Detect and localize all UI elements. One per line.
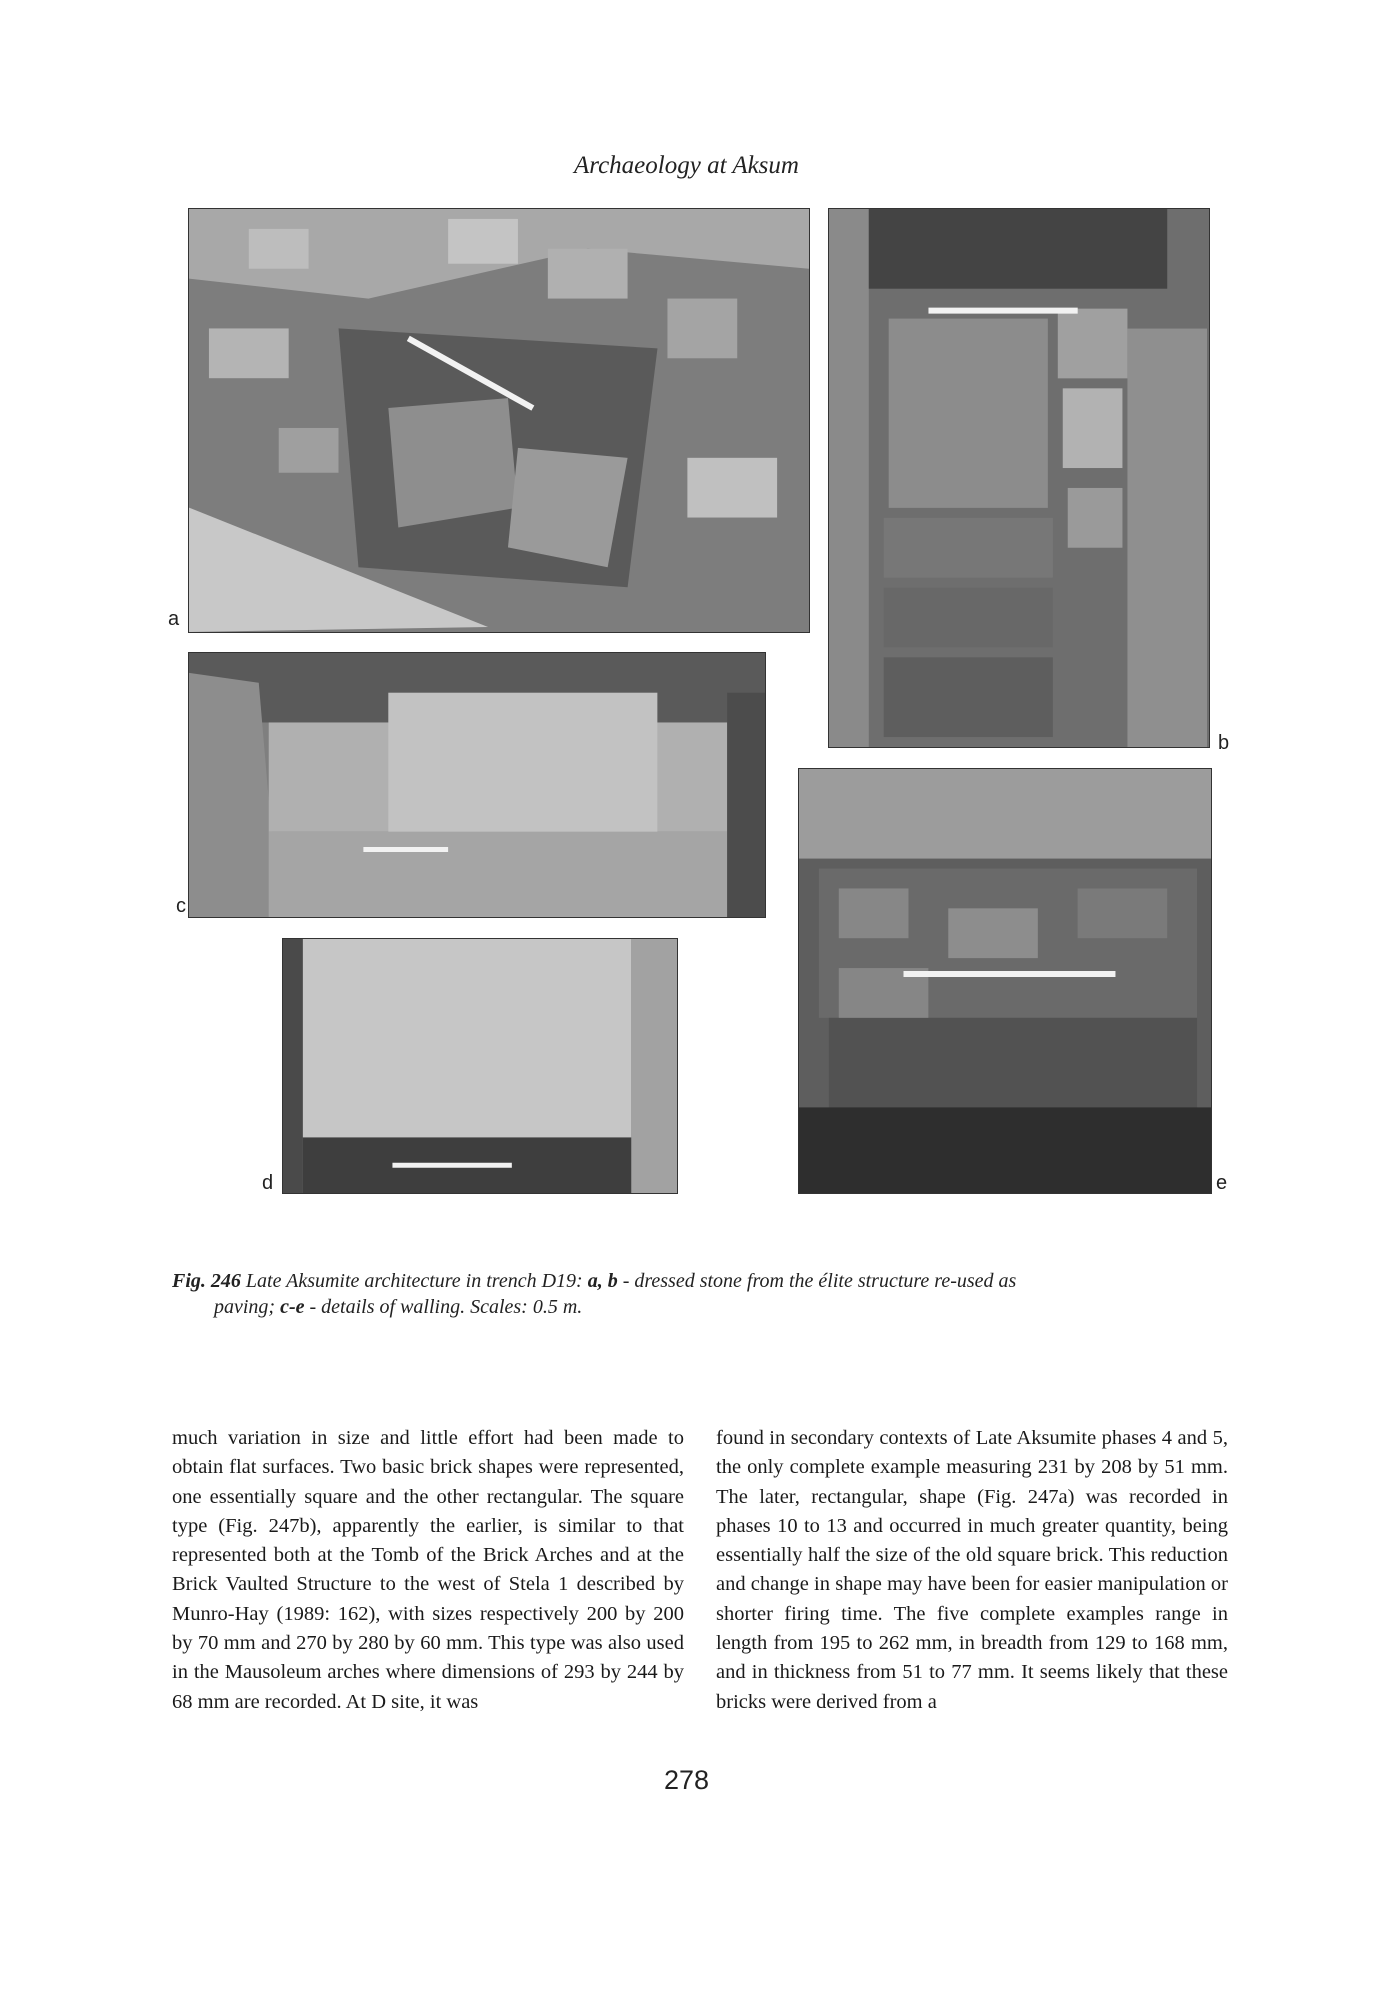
running-head: Archaeology at Aksum	[574, 152, 799, 179]
body-paragraph-left: much variation in size and little effort had been made to obtain flat surfaces. Two basic brick shapes were represented, one essentially square and the other rectangular. The square type (Fig. 247b), apparently the earlier, is similar to that represented both at the Tomb of the Brick Arches and at the Brick Vaulted Structure to the west of Stela 1 described by Munro-Hay (1989: 162), with sizes respectively 200 by 200 by 70 mm and 270 by 280 by 60 mm. This type was also used in the Mausoleum arches where dimensions of 293 by 244 by 68 mm are recorded. At D site, it was	[172, 1427, 684, 1713]
panel-label-a: a	[168, 608, 180, 630]
page-number: 278	[663, 1765, 710, 1795]
caption-text-2: - dressed stone from the élite structure re-used as	[617, 1270, 1017, 1292]
figure-caption	[172, 1268, 1232, 1320]
panel-label-b: b	[1218, 732, 1230, 754]
photo-b	[828, 208, 1210, 748]
caption-text-3: paving;	[214, 1296, 281, 1318]
photo-e	[798, 768, 1212, 1194]
panel-label-d: d	[262, 1172, 274, 1194]
photo-a	[188, 208, 810, 633]
body-column-left	[172, 1424, 684, 1717]
caption-figure-number: Fig. 246	[172, 1270, 241, 1292]
caption-text-4: - details of walling. Scales: 0.5 m.	[304, 1296, 583, 1318]
caption-label-ce: c-e	[280, 1296, 305, 1318]
photo-c	[188, 652, 766, 918]
body-column-right	[716, 1424, 1228, 1717]
panel-label-e: e	[1216, 1172, 1228, 1194]
panel-label-c: c	[176, 895, 186, 917]
caption-text-1: Late Aksumite architecture in trench D19:	[240, 1270, 588, 1292]
photo-d	[282, 938, 678, 1194]
caption-line-2	[172, 1294, 1232, 1320]
body-paragraph-right: found in secondary contexts of Late Aksumite phases 4 and 5, the only complete example measuring 231 by 208 by 51 mm. The later, rectangular, shape (Fig. 247a) was recorded in phases 10 to 13 and occurred in much greater quantity, being essentially half the size of the old square brick. This reduction and change in shape may have been for easier manipulation or shorter firing time. The five complete examples range in length from 195 to 262 mm, in breadth from 129 to 168 mm, and in thickness from 51 to 77 mm. It seems likely that these bricks were derived from a	[716, 1427, 1228, 1713]
caption-label-ab: a, b	[587, 1270, 618, 1292]
